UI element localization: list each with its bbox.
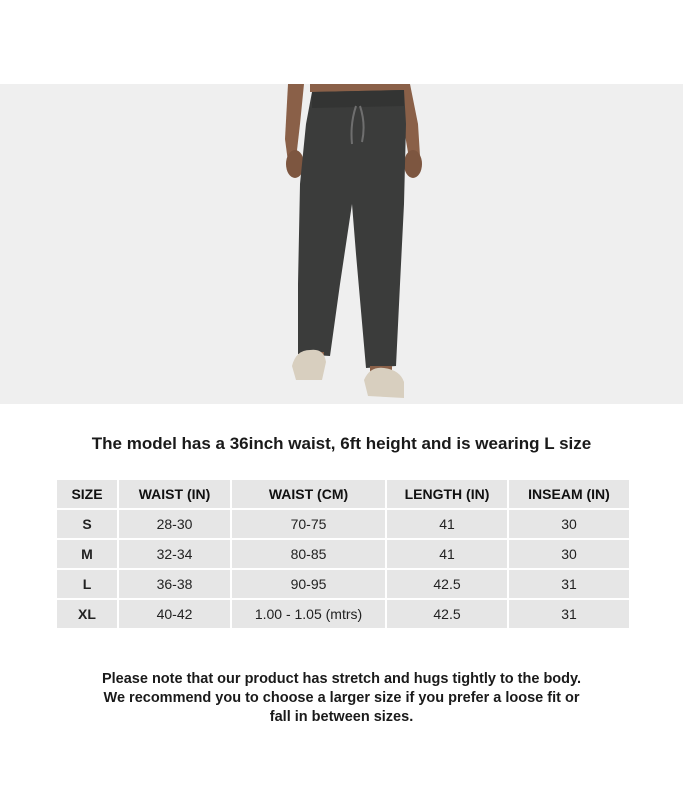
header-waist-in: WAIST (IN) [119, 480, 230, 508]
waist-cm-cell: 1.00 - 1.05 (mtrs) [232, 600, 385, 628]
table-row [57, 510, 629, 538]
table-row [57, 600, 629, 628]
product-photo [0, 84, 683, 404]
right-slide [364, 368, 404, 398]
inseam-in-cell: 31 [509, 570, 629, 598]
model-wearing-pants-image [0, 84, 683, 404]
fit-note-line: Please note that our product has stretch and hugs tightly to the body. [101, 671, 582, 687]
inseam-in-cell: 30 [509, 510, 629, 538]
waist-cm-cell: 70-75 [232, 510, 385, 538]
size-cell: XL [57, 600, 117, 628]
waistband [312, 90, 404, 108]
model-info-caption: The model has a 36inch waist, 6ft height and is wearing L size [91, 434, 592, 453]
header-inseam-in: INSEAM (IN) [509, 480, 629, 508]
fit-note [60, 670, 623, 727]
size-cell: M [57, 540, 117, 568]
right-hand [404, 150, 422, 178]
length-in-cell: 42.5 [387, 600, 507, 628]
length-in-cell: 41 [387, 540, 507, 568]
inseam-in-cell: 30 [509, 540, 629, 568]
waist-in-cell: 36-38 [119, 570, 230, 598]
size-cell: L [57, 570, 117, 598]
waist-in-cell: 28-30 [119, 510, 230, 538]
header-waist-cm: WAIST (CM) [232, 480, 385, 508]
header-length-in: LENGTH (IN) [387, 480, 507, 508]
inseam-in-cell: 31 [509, 600, 629, 628]
length-in-cell: 41 [387, 510, 507, 538]
table-header-row [57, 480, 629, 508]
header-size: SIZE [57, 480, 117, 508]
fit-note-line: We recommend you to choose a larger size if you prefer a loose fit or [103, 690, 580, 706]
size-cell: S [57, 510, 117, 538]
fit-note-line: fall in between sizes. [269, 709, 414, 725]
waist-cm-cell: 90-95 [232, 570, 385, 598]
left-slide [292, 350, 326, 380]
waist-in-cell: 32-34 [119, 540, 230, 568]
size-chart-table [55, 478, 631, 630]
table-row [57, 540, 629, 568]
length-in-cell: 42.5 [387, 570, 507, 598]
waist-cm-cell: 80-85 [232, 540, 385, 568]
waist-in-cell: 40-42 [119, 600, 230, 628]
table-row [57, 570, 629, 598]
